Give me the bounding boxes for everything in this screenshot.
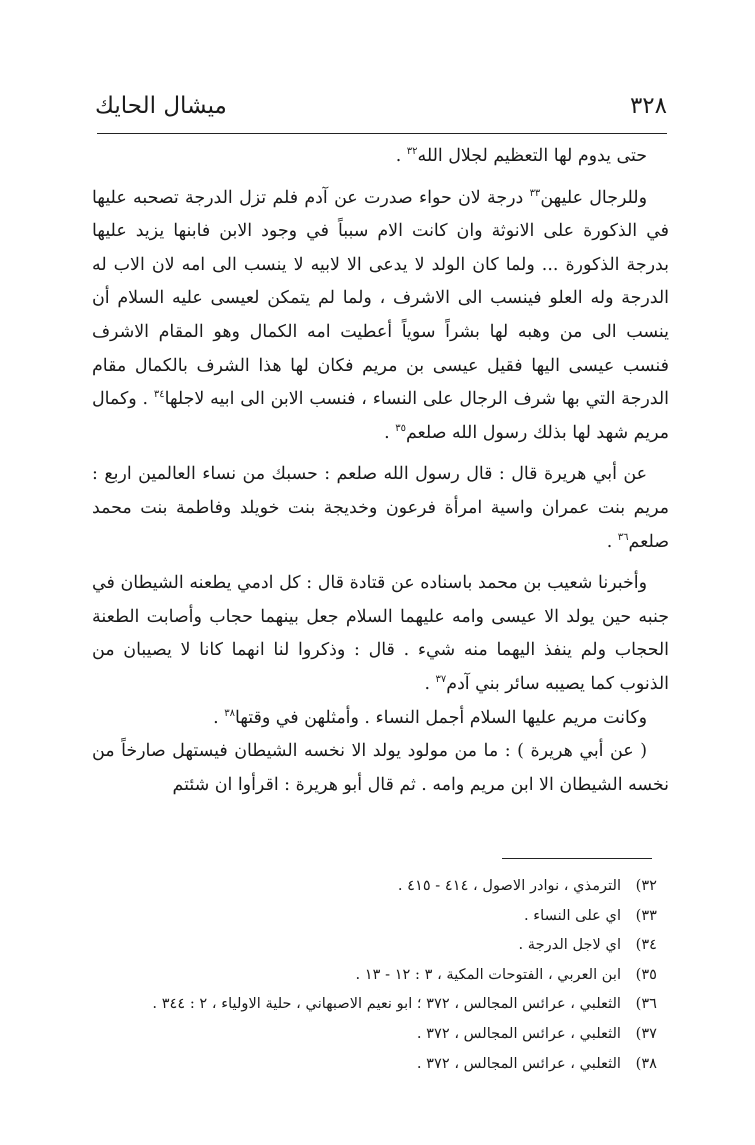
page-number: ٣٢٨ (629, 93, 667, 119)
paragraph-5: وكانت مريم عليها السلام أجمل النساء . وأمثلهن في وقتها$^{٣٨}$ . (213, 707, 647, 728)
footnote-number: ٣٦) (635, 995, 657, 1013)
footnote-text: اي لاجل الدرجة . (518, 936, 621, 954)
footnote-text: ابن العربي ، الفتوحات المكية ، ٣ : ١٢ - ١٣ . (355, 965, 621, 983)
footnote-number: ٣٥) (635, 965, 657, 983)
footnote-ref-34: ٣٤ (153, 389, 165, 401)
header-rule (97, 133, 667, 134)
footnotes (152, 871, 657, 1078)
paragraph-1: حتى يدوم لها التعظيم لجلال الله$^{٣٢}$ . (395, 146, 647, 166)
footnote-text: الثعلبي ، عرائس المجالس ، ٣٧٢ . (416, 1024, 621, 1042)
paragraph-4: وأخبرنا شعيب بن محمد باسناده عن قتادة قال : كل ادمي يطعنه الشيطان في جنبه حين يولد الا عيسى وامه عليهما السلام جعل بينهما حجاب وأصابت الطعنة الحجاب ولم ينفذ اليهما منه شيء . قال : وذكروا لنا انهما كانا لا يصيبان من الذنوب كما يصيبه سائر بني آدم$^{٣٧}$ . (92, 573, 669, 694)
running-title: ميشال الحايك (95, 93, 227, 119)
footnote-ref-33: ٣٣ (529, 187, 541, 199)
footnote (240, 1019, 657, 1049)
footnote-ref-36: ٣٦ (617, 531, 629, 543)
footnote-number: ٣٢) (635, 877, 657, 894)
paragraph-3: عن أبي هريرة قال : قال رسول الله صلعم : حسبك من نساء العالمين اربع : مريم بنت عمران واسية امرأة فرعون وخديجة بنت خويلد وفاطمة بنت محمد صلعم$^{٣٦}$ . (92, 464, 669, 552)
footnote-text: الثعلبي ، عرائس المجالس ، ٣٧٢ ؛ ابو نعيم الاصبهاني ، حلية الاولياء ، ٢ : ٣٤٤ . (152, 995, 621, 1013)
footnote-number: ٣٣) (635, 906, 657, 924)
footnote (240, 1049, 657, 1079)
footnote-text: الثعلبي ، عرائس المجالس ، ٣٧٢ . (416, 1054, 621, 1072)
footnotes-rule (502, 858, 652, 859)
footnote-ref-38: ٣٨ (224, 707, 235, 719)
page-header (95, 86, 667, 126)
footnote-text: الترمذي ، نوادر الاصول ، ٤١٤ - ٤١٥ . (397, 877, 621, 894)
footnote (240, 901, 657, 931)
paragraph-2: وللرجال عليهن$^{٣٣}$ درجة لان حواء صدرت عن آدم فلم تزل الدرجة تصحبه عليها في الذكورة على الانوثة وان كانت الام سبباً في وجود الابن فابنها يزيد عليها بدرجة الذكورة ... ولما كان الولد لا يدعى الا لابيه لا ينسب الى امه لان الاب له الدرجة وله العلو فينسب الى الاشرف ، ولما لم يتمكن لعيسى عليه السلام أن ينسب الى من وهبه لها بشراً سوياً أعطيت امه الكمال وهو المقام الاشرف فنسب عيسى اليها فقيل عيسى بن مريم فكان لها هذا الشرف بالكمال مقام الدرجة التي بها شرف الرجال على النساء ، فنسب الابن الى ابيه لاجلها$^{٣٤}$ . وكمال مريم شهد لها بذلك رسول الله صلعم$^{٣٥}$ . (92, 187, 670, 443)
footnote-number: ٣٧) (635, 1024, 657, 1042)
paragraph-6: ( عن أبي هريرة ) : ما من مولود يولد الا نخسه الشيطان فيستهل صارخاً من نخسه الشيطان الا ابن مريم وامه . ثم قال أبو هريرة : اقرأوا ان شئتم (92, 741, 669, 795)
footnote-ref-32: ٣٢ (406, 146, 418, 158)
footnote (152, 989, 657, 1019)
footnote (240, 871, 657, 901)
footnote-text: اي على النساء . (524, 906, 621, 924)
footnote (240, 930, 657, 960)
footnote-ref-37: ٣٧ (435, 674, 447, 686)
footnote-number: ٣٨) (635, 1054, 657, 1072)
footnote-ref-35: ٣٥ (395, 422, 406, 434)
body-text (92, 140, 669, 802)
footnote (240, 960, 657, 990)
footnote-number: ٣٤) (635, 936, 657, 954)
